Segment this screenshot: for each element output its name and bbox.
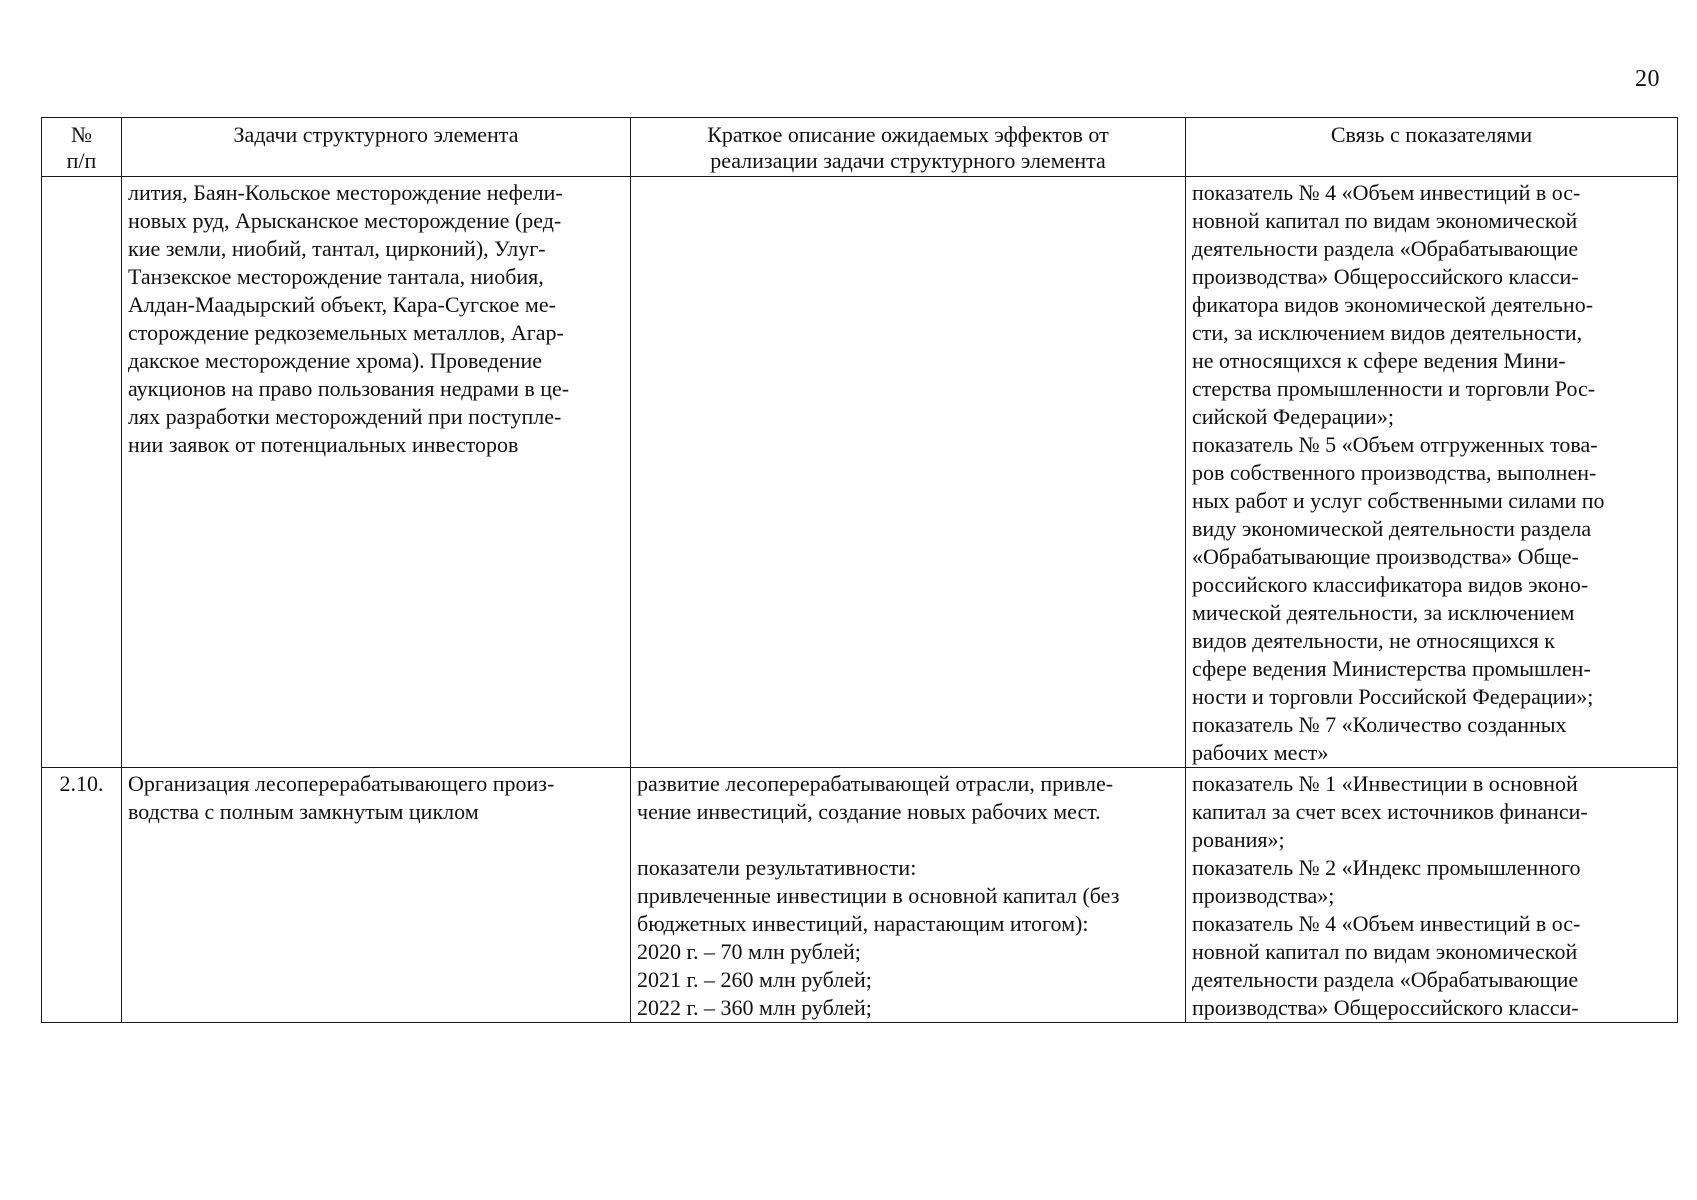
effect-cell — [631, 177, 1186, 768]
structural-element-table — [41, 117, 1678, 1023]
text-line: рабочих мест» — [1192, 740, 1329, 765]
text-line: производства» Общероссийского класси- — [1192, 264, 1579, 289]
text-line: 2020 г. – 70 млн рублей; — [637, 939, 861, 964]
table-row — [42, 177, 1678, 768]
text-line: Связь с показателями — [1330, 122, 1533, 147]
header-link — [1186, 118, 1678, 177]
text-line: привлеченные инвестиции в основной капитал (без — [637, 883, 1120, 908]
text-line: показатель № 1 «Инвестиции в основной — [1192, 771, 1578, 796]
text-line: кие земли, ниобий, тантал, цирконий), Улуг- — [128, 236, 546, 261]
task-cell — [122, 768, 631, 1023]
text-line: ности и торговли Российской Федерации»; — [1192, 684, 1594, 709]
text-line: нии заявок от потенциальных инвесторов — [128, 432, 519, 457]
text-line: фикатора видов экономической деятельно- — [1192, 292, 1594, 317]
table-header-row — [42, 118, 1678, 177]
text-line: показатель № 2 «Индекс промышленного — [1192, 855, 1581, 880]
text-line: «Обрабатывающие производства» Обще- — [1192, 544, 1579, 569]
task-cell — [122, 177, 631, 768]
text-line: развитие лесоперерабатывающей отрасли, привле- — [637, 771, 1114, 796]
page-number: 20 — [1635, 66, 1660, 92]
text-line: бюджетных инвестиций, нарастающим итогом): — [637, 911, 1089, 936]
text-line: аукционов на право пользования недрами в це- — [128, 376, 570, 401]
text-line: сийской Федерации»; — [1192, 404, 1394, 429]
text-line: стерства промышленности и торговли Рос- — [1192, 376, 1596, 401]
indicator-link-cell — [1186, 177, 1678, 768]
text-line: водства с полным замкнутым циклом — [128, 799, 479, 824]
text-line: виду экономической деятельности раздела — [1192, 516, 1592, 541]
text-line: 2022 г. – 360 млн рублей; — [637, 995, 872, 1020]
text-line: Задачи структурного элемента — [233, 122, 519, 147]
text-line: капитал за счет всех источников финанси- — [1192, 799, 1588, 824]
text-line: новной капитал по видам экономической — [1192, 208, 1578, 233]
text-line: дакское месторождение хрома). Проведение — [128, 348, 543, 373]
text-line: Алдан-Маадырский объект, Кара-Сугское ме- — [128, 292, 556, 317]
text-line: показатель № 4 «Объем инвестиций в ос- — [1192, 911, 1581, 936]
text-line: не относящихся к сфере ведения Мини- — [1192, 348, 1566, 373]
text-line: производства»; — [1192, 883, 1335, 908]
header-effect — [631, 118, 1186, 177]
text-line: 2021 г. – 260 млн рублей; — [637, 967, 872, 992]
text-line: сторождение редкоземельных металлов, Агар- — [128, 320, 564, 345]
text-line — [637, 826, 1179, 854]
text-line: Танзекское месторождение тантала, ниобия, — [128, 264, 544, 289]
text-line: показатель № 5 «Объем отгруженных това- — [1192, 432, 1598, 457]
text-line: Краткое описание ожидаемых эффектов от — [707, 122, 1109, 147]
text-line: ных работ и услуг собственными силами по — [1192, 488, 1605, 513]
text-line: рования»; — [1192, 827, 1285, 852]
text-line: производства» Общероссийского класси- — [1192, 995, 1579, 1020]
row-number-cell: 2.10. — [42, 768, 122, 1023]
header-task — [122, 118, 631, 177]
text-line: показатель № 7 «Количество созданных — [1192, 712, 1567, 737]
table-row — [42, 768, 1678, 1023]
text-line: видов деятельности, не относящихся к — [1192, 628, 1555, 653]
text-line: лития, Баян-Кольское месторождение нефели- — [128, 180, 563, 205]
text-line: чение инвестиций, создание новых рабочих мест. — [637, 799, 1101, 824]
text-line: реализации задачи структурного элемента — [710, 148, 1106, 173]
text-line: новых руд, Арысканское месторождение (ред- — [128, 208, 562, 233]
indicator-link-cell — [1186, 768, 1678, 1023]
text-line: показатели результативности: — [637, 855, 917, 880]
text-line: новной капитал по видам экономической — [1192, 939, 1578, 964]
text-line: российского классификатора видов эконо- — [1192, 572, 1589, 597]
text-line: ров собственного производства, выполнен- — [1192, 460, 1597, 485]
effect-cell — [631, 768, 1186, 1023]
text-line: сфере ведения Министерства промышлен- — [1192, 656, 1591, 681]
text-line: показатель № 4 «Объем инвестиций в ос- — [1192, 180, 1581, 205]
text-line: № — [71, 122, 92, 147]
text-line: деятельности раздела «Обрабатывающие — [1192, 967, 1579, 992]
text-line: лях разработки месторождений при поступле- — [128, 404, 562, 429]
header-num — [42, 118, 122, 177]
text-line: п/п — [66, 148, 97, 173]
text-line: Организация лесоперерабатывающего произ- — [128, 771, 555, 796]
text-line: сти, за исключением видов деятельности, — [1192, 320, 1583, 345]
text-line: деятельности раздела «Обрабатывающие — [1192, 236, 1579, 261]
row-number-cell — [42, 177, 122, 768]
text-line: мической деятельности, за исключением — [1192, 600, 1575, 625]
